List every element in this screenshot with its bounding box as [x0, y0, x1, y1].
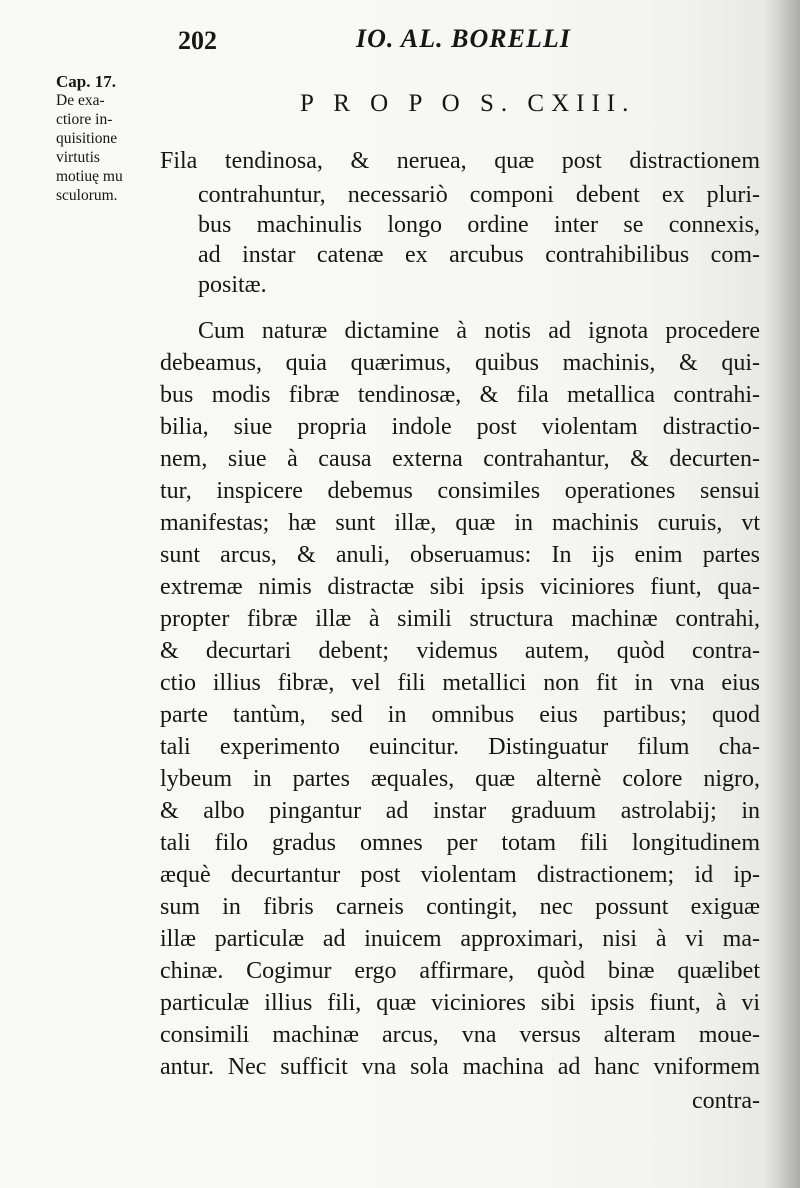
margin-note: [56, 72, 156, 205]
margin-note-line: De exa-: [56, 92, 105, 109]
paragraph-line: particulæ illius fili, quæ viciniores sibi ipsis fiunt, à vi: [160, 990, 760, 1016]
margin-note-line: Cap. 17.: [56, 72, 116, 91]
page-number: 202: [178, 26, 217, 55]
paragraph-line: sum in fibris carneis contingit, nec possunt exiguæ: [160, 894, 760, 920]
running-title: IO. AL. BORELLI: [356, 24, 571, 53]
paragraph-line: antur. Nec sufficit vna sola machina ad hanc vniformem: [160, 1054, 760, 1080]
page-edge-shadow: [764, 0, 800, 1188]
margin-note-line: sculorum.: [56, 187, 118, 204]
paragraph-line: illæ particulæ ad inuicem approximari, nisi à vi ma-: [160, 926, 760, 952]
paragraph-line: extremæ nimis distractæ sibi ipsis viciniores fiunt, qua-: [160, 574, 760, 600]
proposition-line: positæ.: [198, 272, 267, 298]
paragraph-line: debeamus, quia quærimus, quibus machinis, & qui-: [160, 350, 760, 376]
paragraph-line: Cum naturæ dictamine à notis ad ignota procedere: [198, 318, 760, 344]
margin-note-line: ctiore in-: [56, 111, 113, 128]
margin-note-line: motiuę mu: [56, 168, 123, 185]
catchword: contra-: [692, 1088, 760, 1114]
proposition-heading: P R O P O S. CXIII.: [300, 90, 636, 117]
proposition-line: bus machinulis longo ordine inter se connexis,: [198, 212, 760, 238]
paragraph-line: consimili machinæ arcus, vna versus alteram moue-: [160, 1022, 760, 1048]
paragraph-line: tali experimento euincitur. Distinguatur filum cha-: [160, 734, 760, 760]
paragraph-line: tali filo gradus omnes per totam fili longitudinem: [160, 830, 760, 856]
paragraph-line: bus modis fibræ tendinosæ, & fila metallica contrahi-: [160, 382, 760, 408]
paragraph-line: nem, siue à causa externa contrahantur, & decurten-: [160, 446, 760, 472]
paragraph-line: & albo pingantur ad instar graduum astrolabij; in: [160, 798, 760, 824]
paragraph-line: parte tantùm, sed in omnibus eius partibus; quod: [160, 702, 760, 728]
paragraph-line: chinæ. Cogimur ergo affirmare, quòd binæ quælibet: [160, 958, 760, 984]
paragraph-line: æquè decurtantur post violentam distractionem; id ip-: [160, 862, 760, 888]
paragraph-line: sunt arcus, & anuli, obseruamus: In ijs enim partes: [160, 542, 760, 568]
proposition-line: contrahuntur, necessariò componi debent ex pluri-: [198, 182, 760, 208]
margin-note-line: virtutis: [56, 149, 100, 166]
paragraph-line: bilia, siue propria indole post violentam distractio-: [160, 414, 760, 440]
paragraph-line: tur, inspicere debemus consimiles operationes sensui: [160, 478, 760, 504]
proposition-line: ad instar catenæ ex arcubus contrahibilibus com-: [198, 242, 760, 268]
proposition-line: Fila tendinosa, & neruea, quæ post distractionem: [160, 148, 760, 174]
margin-note-line: quisitione: [56, 130, 118, 147]
paragraph-line: ctio illius fibræ, vel fili metallici non fit in vna eius: [160, 670, 760, 696]
paragraph-line: & decurtari debent; videmus autem, quòd contra-: [160, 638, 760, 664]
paragraph-line: propter fibræ illæ à simili structura machinæ contrahi,: [160, 606, 760, 632]
paragraph-line: lybeum in partes æquales, quæ alternè colore nigro,: [160, 766, 760, 792]
paragraph-line: manifestas; hæ sunt illæ, quæ in machinis curuis, vt: [160, 510, 760, 536]
